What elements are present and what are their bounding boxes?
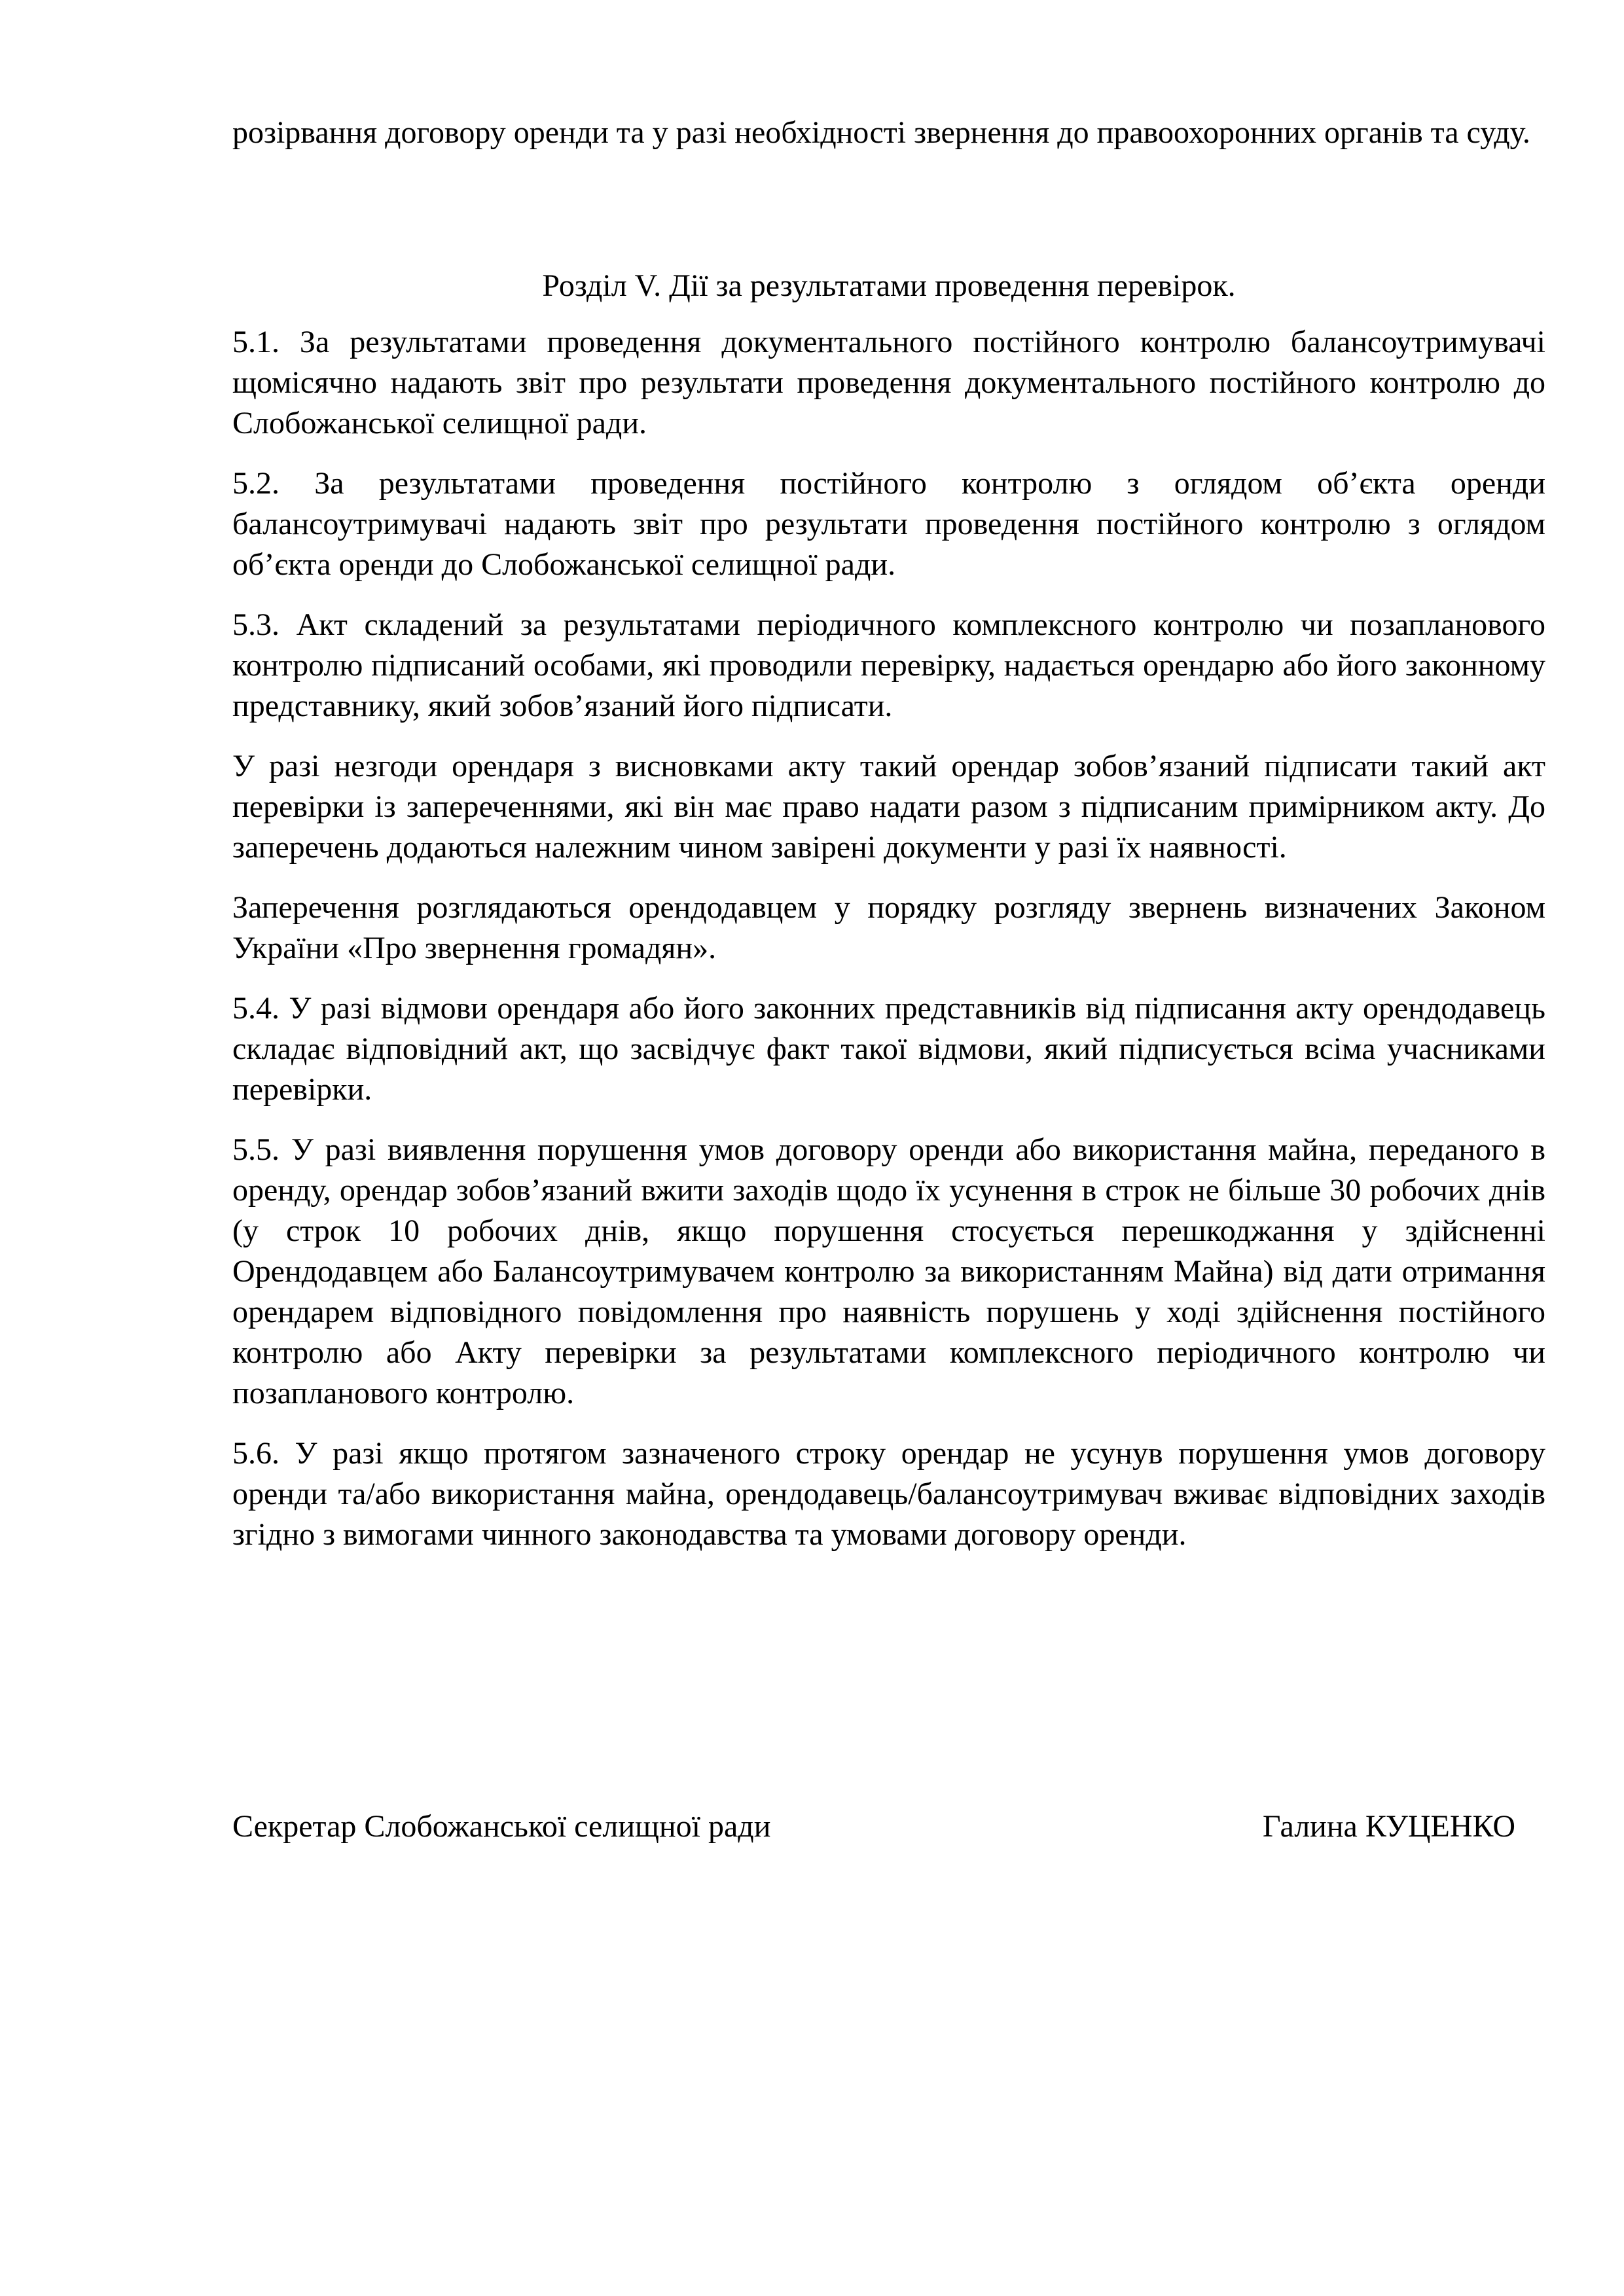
- signatory-name: Галина КУЦЕНКО: [1262, 1809, 1515, 1844]
- paragraph-5-5: 5.5. У разі виявлення порушення умов договору оренди або використання майна, переданого в оренду, орендар зобов’язаний вжити заходів щодо їх усунення в строк не більше 30 робочих днів (у строк 10 робочих днів, якщо порушення стосується перешкоджання у здійсненні Орендодавцем або Балансоутримувачем контролю за використанням Майна) від дати отримання орендарем відповідного повідомлення про наявність порушень у ході здійснення постійного контролю або Акту перевірки за результатами комплексного періодичного контролю чи позапланового контролю.: [232, 1132, 1545, 1410]
- paragraph-5-1: 5.1. За результатами проведення документального постійного контролю балансоутримувачі щомісячно надають звіт про результати проведення документального постійного контролю до Слобожанської селищної ради.: [232, 325, 1545, 440]
- document-body: [232, 113, 1545, 1575]
- paragraph-5-4: 5.4. У разі відмови орендаря або його законних представників від підписання акту орендодавець складає відповідний акт, що засвідчує факт такої відмови, який підписується всіма учасниками перевірки.: [232, 991, 1545, 1107]
- paragraph-objection-review: Заперечення розглядаються орендодавцем у порядку розгляду звернень визначених Законом України «Про звернення громадян».: [232, 890, 1545, 965]
- paragraph-5-6: 5.6. У разі якщо протягом зазначеного строку орендар не усунув порушення умов договору оренди та/або використання майна, орендодавець/балансоутримувач вживає відповідних заходів згідно з вимогами чинного законодавства та умовами договору оренди.: [232, 1436, 1545, 1552]
- continuation-text: розірвання договору оренди та у разі необхідності звернення до правоохоронних органів та суду.: [232, 115, 1530, 150]
- paragraph-5-2: 5.2. За результатами проведення постійного контролю з оглядом об’єкта оренди балансоутримувачі надають звіт про результати проведення постійного контролю з оглядом об’єкта оренди до Слобожанської селищної ради.: [232, 466, 1545, 582]
- signature-block: [232, 1806, 1515, 1847]
- paragraph-5-3: 5.3. Акт складений за результатами періодичного комплексного контролю чи позапланового контролю підписаний особами, які проводили перевірку, надається орендарю або його законному представнику, який зобов’язаний його підписати.: [232, 607, 1545, 723]
- paragraph-objection: У разі незгоди орендаря з висновками акту такий орендар зобов’язаний підписати такий акт перевірки із запереченнями, які він має право надати разом з підписаним примірником акту. До заперечень додаються належним чином завірені документи у разі їх наявності.: [232, 749, 1545, 865]
- section-title: Розділ V. Дії за результатами проведення перевірок.: [542, 268, 1236, 303]
- signatory-position: Секретар Слобожанської селищної ради: [232, 1809, 771, 1844]
